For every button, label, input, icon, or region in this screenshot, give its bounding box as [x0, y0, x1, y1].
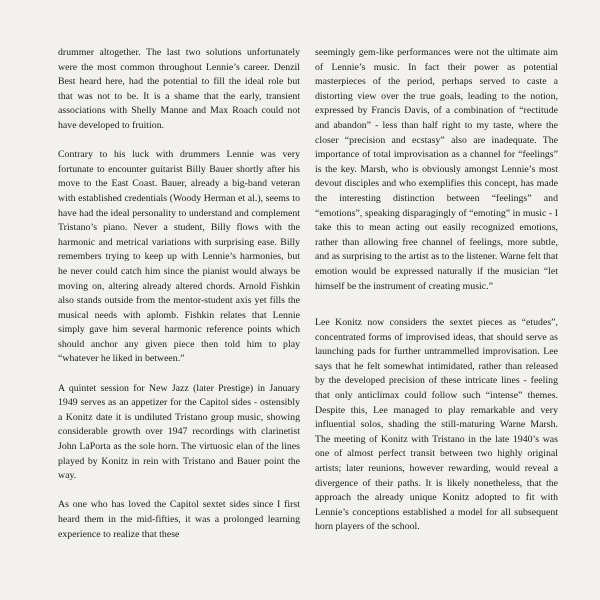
paragraph-capitol-sextet-start: As one who has loved the Capitol sextet sides since I first heard them in the mid-fifties, it was a prolonged learning experience to realize that these: [58, 499, 300, 540]
paragraph-drummers-end: drummer altogether. The last two solutions unfortunately were the most common throughout Lennie’s career. Denzil Best heard here, had the potential to fill the ideal role but that was not to be. It is a shame that the early, transient associations with Shelly Manne and Max Roach could not have developed to fruition.: [58, 47, 300, 131]
paragraph-billy-bauer: Contrary to his luck with drummers Lennie was very fortunate to encounter guitarist Billy Bauer shortly after his move to the East Coast. Bauer, already a big-band veteran with established credentials (Woody Herman et al.), seems to have had the ideal personality to understand and complement Tristano’s piano. Never a student, Billy flows with the harmonic and metrical variations with surprising ease. Billy remembers trying to keep up with Lennie’s harmonies, but he never could catch him since the pianist would always be moving on, altering already altered chords. Arnold Fishkin also stands outside from the mentor-student axis yet fills the musical needs with aplomb. Fishkin relates that Lennie simply gave him several harmonic reference points which should anchor any given piece then told him to play “whatever he liked in between.”: [58, 149, 300, 365]
paragraph-quintet-session: A quintet session for New Jazz (later Prestige) in January 1949 serves as an appetizer for the Capitol sides - ostensibly a Konitz date it is undiluted Tristano group music, showing considerable growth over 1947 recordings with clarinetist John LaPorta as the sole horn. The virtuosic elan of the lines played by Konitz in rein with Tristano and Bauer point the way.: [58, 382, 300, 482]
paragraph-lee-konitz-etudes: Lee Konitz now considers the sextet pieces as “etudes”, concentrated forms of improvised ideas, that should serve as launching pads for further untrammelled improvisation. Lee says that he felt somewhat intimidated, rather than released by the developed precision of these intricate lines - feeling that only anticlimax could follow such “intense” themes. Despite this, Lee managed to play remarkable and very influential solos, shading the still-maturing Warne Marsh. The meeting of Konitz with Tristano in the late 1940’s was one of almost perfect transit between two highly original artists; later reunions, however rewarding, would reveal a divergence of their paths. It is likely nonetheless, that the approach the already unique Konitz adopted to fit with Lennie’s conceptions established a model for all subsequent horn players of the school.: [315, 317, 558, 533]
right-column: [315, 46, 558, 550]
left-column: [58, 46, 300, 557]
paragraph-gem-like-performances: seemingly gem-like performances were not the ultimate aim of Lennie’s music. In fact their power as potential masterpieces of the period, perhaps served to caste a distorting view over the true goals, leading to the notion, expressed by Francis Davis, of a combination of “rectitude and abandon” - less than half right to my taste, where the closer “precision and ecstasy” also are inadequate. The importance of total improvisation as a channel for “feelings” is the key. Marsh, who is obviously amongst Lennie’s most devout disciples and who exemplifies this concept, has made the interesting distinction between “feelings” and “emotions”, speaking disparagingly of “emoting” in music - I take this to mean acting out easily recognized emotions, rather than allowing free channel of feelings, more subtle, and as surprising to the artist as to the listener. Warne felt that emotion would be expressed naturally if the musician “let himself be the instrument of creating music.”: [315, 47, 558, 292]
